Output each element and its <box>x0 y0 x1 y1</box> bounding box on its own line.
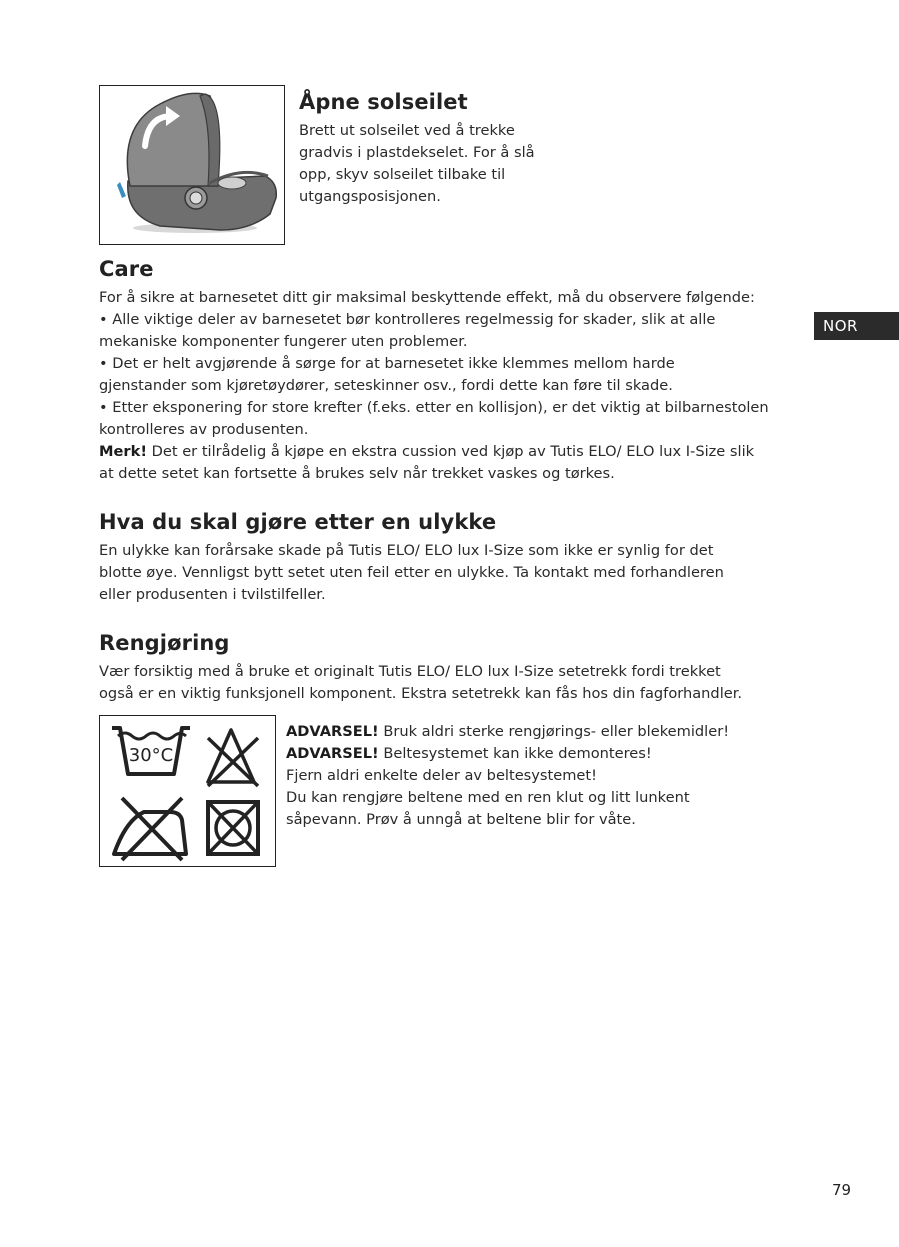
care-note <box>99 441 769 463</box>
sunshade-title: Åpne solseilet <box>299 90 468 114</box>
care-symbols-box <box>99 715 276 867</box>
warning-text <box>286 721 729 831</box>
accident-line: eller produsenten i tvilstilfeller. <box>99 586 326 603</box>
note-label: Merk! <box>99 443 147 460</box>
care-line: • Alle viktige deler av barnesetet bør kontrolleres regelmessig for skader, slik at alle <box>99 311 716 328</box>
handle-button <box>218 177 246 189</box>
warning-message: Beltesystemet kan ikke demonteres! <box>378 745 652 762</box>
sunshade-line: Brett ut solseilet ved å trekke <box>299 122 515 139</box>
accident-text <box>99 540 724 606</box>
no-tumble-dry-icon <box>208 802 258 854</box>
pivot-knob-center <box>190 192 202 204</box>
cleaning-text <box>99 661 742 705</box>
belt-clip <box>117 182 126 198</box>
care-line: • Det er helt avgjørende å sørge for at barnesetet ikke klemmes mellom harde <box>99 355 675 372</box>
no-bleach-icon <box>208 730 258 786</box>
warning-message: Bruk aldri sterke rengjørings- eller blekemidler! <box>378 723 730 740</box>
care-line: gjenstander som kjøretøydører, seteskinner osv., fordi dette kan føre til skade. <box>99 377 673 394</box>
care-text <box>99 287 769 485</box>
care-line: kontrolleres av produsenten. <box>99 421 309 438</box>
care-note-line: at dette setet kan fortsette å brukes selv når trekket vaskes og tørkes. <box>99 465 615 482</box>
warning-line-2 <box>286 743 729 765</box>
sunshade-line: gradvis i plastdekselet. For å slå <box>299 144 535 161</box>
cleaning-line: Vær forsiktig med å bruke et originalt Tutis ELO/ ELO lux I-Size setetrekk fordi trekket <box>99 663 721 680</box>
wash-30-icon <box>112 728 190 774</box>
cleaning-line: også er en viktig funksjonell komponent. Ekstra setetrekk kan fås hos din fagforhandler. <box>99 685 743 702</box>
sunshade-line: utgangsposisjonen. <box>299 188 441 205</box>
care-line: • Etter eksponering for store krefter (f.eks. etter en kollisjon), er det viktig at bilbarnestolen <box>99 399 769 416</box>
sunshade-illustration <box>99 85 285 245</box>
accident-line: blotte øye. Vennligst bytt setet uten feil etter en ulykke. Ta kontakt med forhandleren <box>99 564 724 581</box>
language-tab: NOR <box>814 312 899 340</box>
warning-extra-line: Fjern aldri enkelte deler av beltesystemet! <box>286 767 597 784</box>
note-text: Det er tilrådelig å kjøpe en ekstra cussion ved kjøp av Tutis ELO/ ELO lux I-Size slik <box>146 443 755 460</box>
warning-extra-line: såpevann. Prøv å unngå at beltene blir for våte. <box>286 811 636 828</box>
cleaning-title: Rengjøring <box>99 631 230 655</box>
warning-extra-line: Du kan rengjøre beltene med en ren klut og litt lunkent <box>286 789 690 806</box>
wash-temp-label: 30°C <box>128 745 174 766</box>
page-number: 79 <box>832 1181 852 1199</box>
no-iron-icon <box>114 798 186 860</box>
sunshade-text <box>299 120 535 208</box>
accident-title: Hva du skal gjøre etter en ulykke <box>99 510 497 534</box>
sunshade-line: opp, skyv solseilet tilbake til <box>299 166 506 183</box>
warning-line-1 <box>286 721 729 743</box>
care-title: Care <box>99 257 154 281</box>
warning-label: ADVARSEL! <box>286 745 379 762</box>
accident-line: En ulykke kan forårsake skade på Tutis ELO/ ELO lux I-Size som ikke er synlig for det <box>99 542 714 559</box>
care-line: mekaniske komponenter fungerer uten problemer. <box>99 333 468 350</box>
care-line: For å sikre at barnesetet ditt gir maksimal beskyttende effekt, må du observere følgende: <box>99 289 755 306</box>
warning-label: ADVARSEL! <box>286 723 379 740</box>
